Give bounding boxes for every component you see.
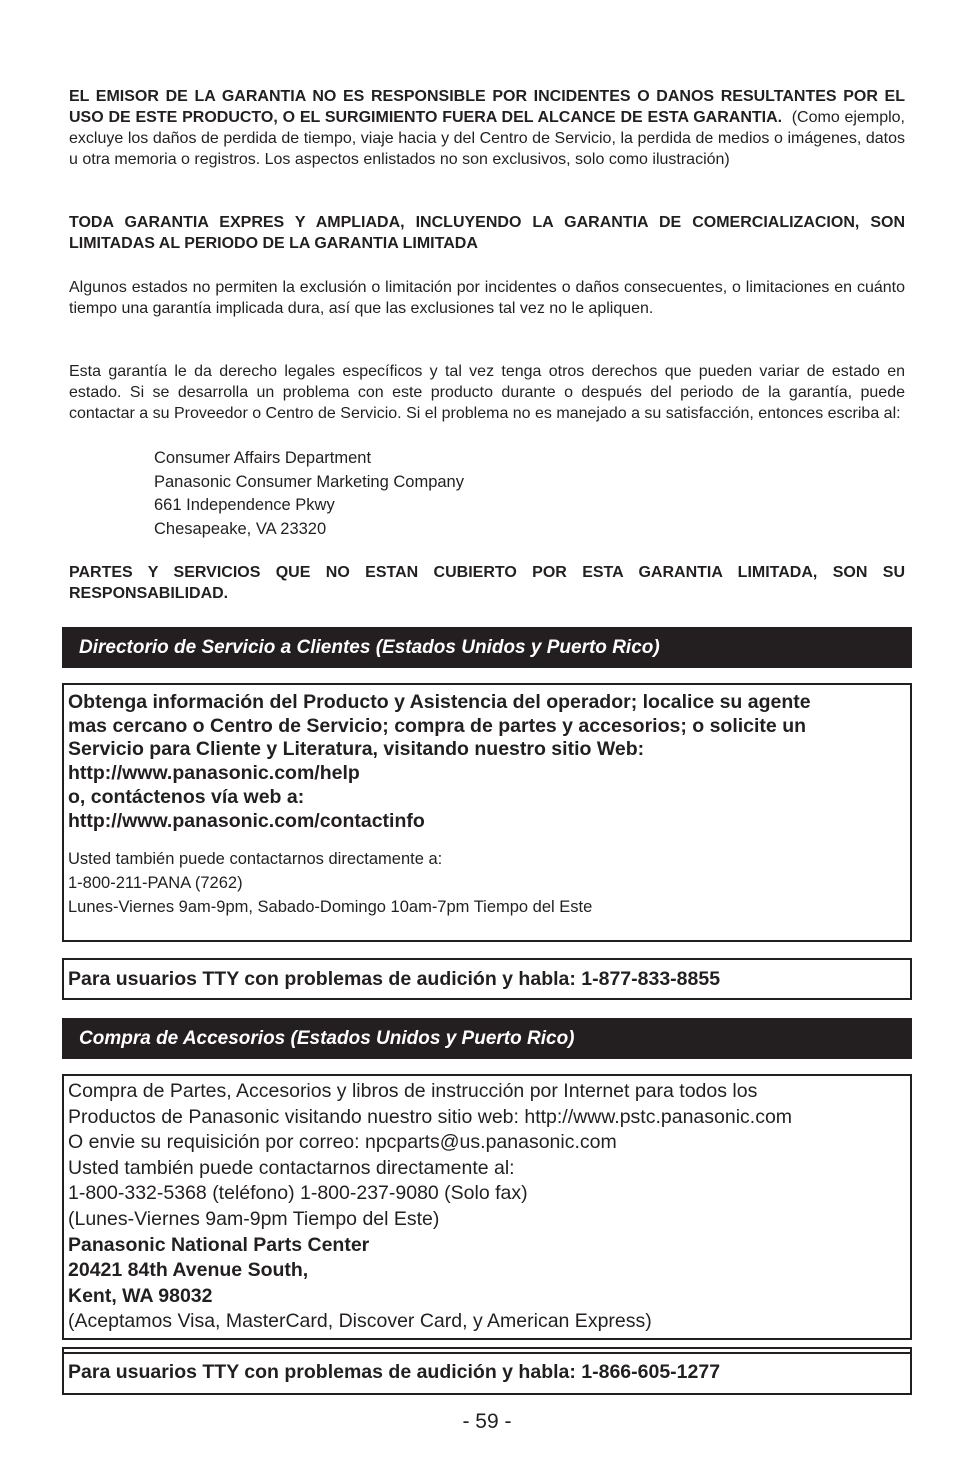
accessories-line: Compra de Partes, Accesorios y libros de instrucción por Internet para todos los [68, 1080, 758, 1102]
accessories-url-line[interactable]: Productos de Panasonic visitando nuestro sitio web: http://www.pstc.panasonic.com [68, 1105, 793, 1128]
contact-hours: Lunes-Viernes 9am-9pm, Sabado-Domingo 10am-7pm Tiempo del Este [68, 898, 593, 917]
accessories-line: Usted también puede contactarnos directamente al: [68, 1156, 515, 1179]
service-info-line: o, contáctenos vía web a: [68, 785, 305, 808]
accessories-hours-line: (Lunes-Viernes 9am-9pm Tiempo del Este) [68, 1207, 440, 1230]
legal-rights-paragraph: Esta garantía le da derecho legales específicos y tal vez tenga otros derechos que pueden variar de estado en estado. Si se desarrolla un problema con este producto durante o después del periodo de la garantía, puede contactar a su Proveedor o Centro de Servicio. Si el problema no es manejado a su satisfacción, entonces escriba al: [69, 363, 905, 422]
phone-number: 1-800-211-PANA (7262) [68, 874, 243, 893]
address-line: Panasonic Consumer Marketing Company [154, 472, 464, 491]
parts-responsibility-text: PARTES Y SERVICIOS QUE NO ESTAN CUBIERTO POR ESTA GARANTIA LIMITADA, SON SU RESPONSABILIDAD. [69, 564, 905, 602]
help-url-link[interactable]: http://www.panasonic.com/help [68, 762, 360, 785]
contact-line: Usted también puede contactarnos directamente a: [68, 850, 443, 869]
service-directory-box [62, 683, 912, 942]
service-info-line: Servicio para Cliente y Literatura, visitando nuestro sitio Web: [68, 738, 645, 761]
page-number: - 59 - [462, 1410, 512, 1433]
service-directory-heading: Directorio de Servicio a Clientes (Estados Unidos y Puerto Rico) [62, 627, 912, 668]
tty-service-box [62, 958, 912, 1000]
tty-accessories-text: Para usuarios TTY con problemas de audición y habla: 1-866-605-1277 [68, 1361, 721, 1383]
tty-accessories-box [62, 1347, 912, 1395]
payment-methods-line: (Aceptamos Visa, MasterCard, Discover Card, y American Express) [68, 1310, 652, 1333]
implied-warranty-text: TODA GARANTIA EXPRES Y AMPLIADA, INCLUYENDO LA GARANTIA DE COMERCIALIZACION, SON LIMITADAS AL PERIODO DE LA GARANTIA LIMITADA [69, 214, 905, 252]
accessories-phone-line: 1-800-332-5368 (teléfono) 1-800-237-9080 (Solo fax) [68, 1182, 528, 1205]
accessories-heading: Compra de Accesorios (Estados Unidos y Puerto Rico) [62, 1018, 912, 1059]
service-info-line: Obtenga información del Producto y Asistencia del operador; localice su agente [68, 691, 811, 713]
parts-center-line: Kent, WA 98032 [68, 1284, 213, 1307]
address-line: Consumer Affairs Department [154, 449, 372, 467]
parts-center-line: Panasonic National Parts Center [68, 1233, 370, 1256]
accessories-email-line[interactable]: O envie su requisición por correo: npcparts@us.panasonic.com [68, 1131, 617, 1154]
parts-responsibility-paragraph [69, 562, 905, 604]
address-line: Chesapeake, VA 23320 [154, 520, 327, 539]
accessories-box [62, 1074, 912, 1340]
state-exclusions-paragraph: Algunos estados no permiten la exclusión o limitación por incidentes o daños consecuentes, o limitaciones en cuánto tiempo una garantía implicada dura, así que las exclusiones tal vez no le apliquen. [69, 279, 905, 317]
contactinfo-url-link[interactable]: http://www.panasonic.com/contactinfo [68, 809, 425, 832]
warranty-disclaimer-paragraph [69, 86, 905, 170]
mailing-address [154, 447, 464, 542]
service-info-line: mas cercano o Centro de Servicio; compra de partes y accesorios; o solicite un [68, 714, 807, 737]
warranty-disclaimer-bold: EL EMISOR DE LA GARANTIA NO ES RESPONSIBLE POR INCIDENTES O DANOS RESULTANTES POR EL USO DE ESTE PRODUCTO, O EL SURGIMIENTO FUERA DEL ALCANCE DE ESTA GARANTIA. [69, 88, 905, 126]
implied-warranty-paragraph [69, 212, 905, 254]
address-line: 661 Independence Pkwy [154, 496, 335, 515]
warranty-disclaimer-example: (Como ejemplo, excluye los daños de perdida de tiempo, viaje hacia y del Centro de Servicio, la perdida de medios o imágenes, datos u otra memoria o registros. Los aspectos enlistados no son exclusivos, solo como ilustración) [69, 109, 906, 168]
parts-center-line: 20421 84th Avenue South, [68, 1259, 309, 1282]
tty-service-text: Para usuarios TTY con problemas de audición y habla: 1-877-833-8855 [68, 968, 721, 990]
